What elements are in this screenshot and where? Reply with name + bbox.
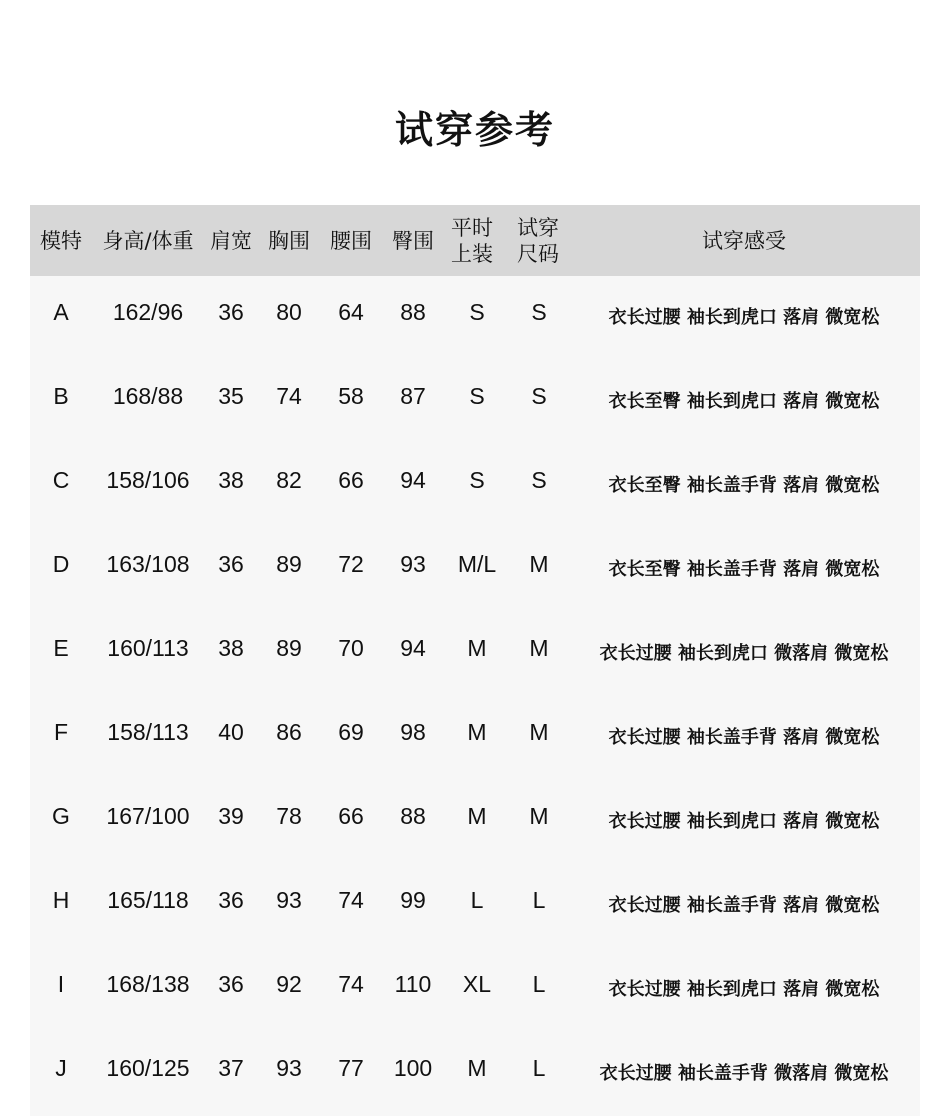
- height-weight-cell: 165/118: [107, 886, 189, 913]
- feeling-cell: 衣长至臀 袖长盖手背 落肩 微宽松: [608, 559, 880, 580]
- usual-size-cell: M: [467, 718, 487, 745]
- table-row: [30, 696, 920, 780]
- hip-cell: 99: [400, 886, 426, 913]
- usual-size-cell: L: [470, 886, 484, 913]
- table-row: [30, 948, 920, 1032]
- feeling-cell: 衣长过腰 袖长盖手背 落肩 微宽松: [608, 895, 880, 916]
- shoulder-cell: 36: [218, 550, 244, 577]
- waist-cell: 66: [338, 802, 364, 829]
- model-cell: B: [53, 382, 69, 409]
- model-cell: F: [53, 718, 69, 745]
- bust-cell: 89: [276, 550, 302, 577]
- header-waist: 腰围: [330, 228, 372, 253]
- header-model: 模特: [40, 228, 82, 253]
- height-weight-cell: 168/138: [106, 970, 190, 997]
- shoulder-cell: 36: [218, 298, 244, 325]
- feeling-cell: 衣长至臀 袖长到虎口 落肩 微宽松: [608, 391, 880, 412]
- bust-cell: 86: [276, 718, 302, 745]
- usual-size-cell: M: [467, 1054, 487, 1081]
- waist-cell: 70: [338, 634, 364, 661]
- tried-size-cell: M: [529, 550, 549, 577]
- feeling-cell: 衣长过腰 袖长盖手背 微落肩 微宽松: [599, 1063, 889, 1084]
- height-weight-cell: 163/108: [106, 550, 190, 577]
- usual-size-cell: S: [469, 298, 485, 325]
- bust-cell: 93: [276, 1054, 302, 1081]
- bust-cell: 80: [276, 298, 302, 325]
- waist-cell: 64: [338, 298, 364, 325]
- waist-cell: 66: [338, 466, 364, 493]
- feeling-cell: 衣长过腰 袖长盖手背 落肩 微宽松: [608, 727, 880, 748]
- height-weight-cell: 167/100: [106, 802, 190, 829]
- hip-cell: 87: [400, 382, 426, 409]
- hip-cell: 100: [393, 1054, 433, 1081]
- height-weight-cell: 160/113: [107, 634, 189, 661]
- table-row: [30, 444, 920, 528]
- bust-cell: 82: [276, 466, 302, 493]
- hip-cell: 94: [400, 466, 426, 493]
- waist-cell: 74: [338, 970, 364, 997]
- tried-size-cell: S: [531, 382, 547, 409]
- waist-cell: 58: [338, 382, 364, 409]
- tried-size-cell: L: [532, 970, 546, 997]
- header-feeling: 试穿感受: [702, 228, 786, 253]
- shoulder-cell: 38: [218, 634, 244, 661]
- hip-cell: 94: [400, 634, 426, 661]
- height-weight-cell: 160/125: [106, 1054, 190, 1081]
- usual-size-cell: S: [469, 382, 485, 409]
- header-height-weight: 身高/体重: [102, 228, 194, 253]
- tried-size-cell: M: [529, 634, 549, 661]
- feeling-cell: 衣长过腰 袖长到虎口 微落肩 微宽松: [599, 643, 889, 664]
- model-cell: I: [57, 970, 65, 997]
- model-cell: C: [52, 466, 70, 493]
- waist-cell: 72: [338, 550, 364, 577]
- usual-size-cell: M: [467, 802, 487, 829]
- hip-cell: 98: [400, 718, 426, 745]
- feeling-cell: 衣长过腰 袖长到虎口 落肩 微宽松: [608, 979, 880, 1000]
- size-table: [30, 205, 920, 1116]
- feeling-cell: 衣长至臀 袖长盖手背 落肩 微宽松: [608, 475, 880, 496]
- model-cell: A: [53, 298, 69, 325]
- hip-cell: 88: [400, 802, 426, 829]
- waist-cell: 69: [338, 718, 364, 745]
- model-cell: E: [53, 634, 69, 661]
- bust-cell: 93: [276, 886, 302, 913]
- hip-cell: 93: [400, 550, 426, 577]
- usual-size-cell: M/L: [457, 550, 497, 577]
- shoulder-cell: 36: [218, 886, 244, 913]
- tried-size-cell: M: [529, 718, 549, 745]
- shoulder-cell: 37: [218, 1054, 244, 1081]
- tried-size-cell: L: [532, 886, 546, 913]
- header-bust: 胸围: [268, 228, 310, 253]
- bust-cell: 78: [276, 802, 302, 829]
- header-usual-size: 平时上装: [451, 215, 493, 266]
- table-row: [30, 864, 920, 948]
- feeling-cell: 衣长过腰 袖长到虎口 落肩 微宽松: [608, 811, 880, 832]
- model-cell: G: [52, 802, 70, 829]
- tried-size-cell: L: [532, 1054, 546, 1081]
- hip-cell: 110: [394, 970, 432, 997]
- shoulder-cell: 38: [218, 466, 244, 493]
- usual-size-cell: XL: [462, 970, 492, 997]
- height-weight-cell: 158/113: [107, 718, 189, 745]
- waist-cell: 77: [338, 1054, 364, 1081]
- bust-cell: 74: [276, 382, 302, 409]
- shoulder-cell: 36: [218, 970, 244, 997]
- bust-cell: 89: [276, 634, 302, 661]
- header-hip: 臀围: [392, 228, 434, 253]
- table-row: [30, 276, 920, 360]
- header-shoulder: 肩宽: [210, 228, 252, 253]
- shoulder-cell: 40: [218, 718, 244, 745]
- table-row: [30, 360, 920, 444]
- hip-cell: 88: [400, 298, 426, 325]
- height-weight-cell: 168/88: [112, 382, 184, 409]
- table-row: [30, 780, 920, 864]
- tried-size-cell: S: [531, 466, 547, 493]
- tried-size-cell: M: [529, 802, 549, 829]
- table-row: [30, 612, 920, 696]
- table-row: [30, 528, 920, 612]
- tried-size-cell: S: [531, 298, 547, 325]
- height-weight-cell: 162/96: [112, 298, 184, 325]
- bust-cell: 92: [276, 970, 302, 997]
- table-header-row: [30, 205, 920, 276]
- model-cell: D: [52, 550, 70, 577]
- page-title: 试穿参考: [394, 108, 555, 152]
- shoulder-cell: 39: [218, 802, 244, 829]
- height-weight-cell: 158/106: [106, 466, 190, 493]
- usual-size-cell: M: [467, 634, 487, 661]
- table-row: [30, 1032, 920, 1116]
- feeling-cell: 衣长过腰 袖长到虎口 落肩 微宽松: [608, 307, 880, 328]
- usual-size-cell: S: [469, 466, 485, 493]
- header-tried-size: 试穿尺码: [517, 215, 559, 266]
- model-cell: H: [52, 886, 70, 913]
- waist-cell: 74: [338, 886, 364, 913]
- model-cell: J: [55, 1054, 67, 1081]
- shoulder-cell: 35: [218, 382, 244, 409]
